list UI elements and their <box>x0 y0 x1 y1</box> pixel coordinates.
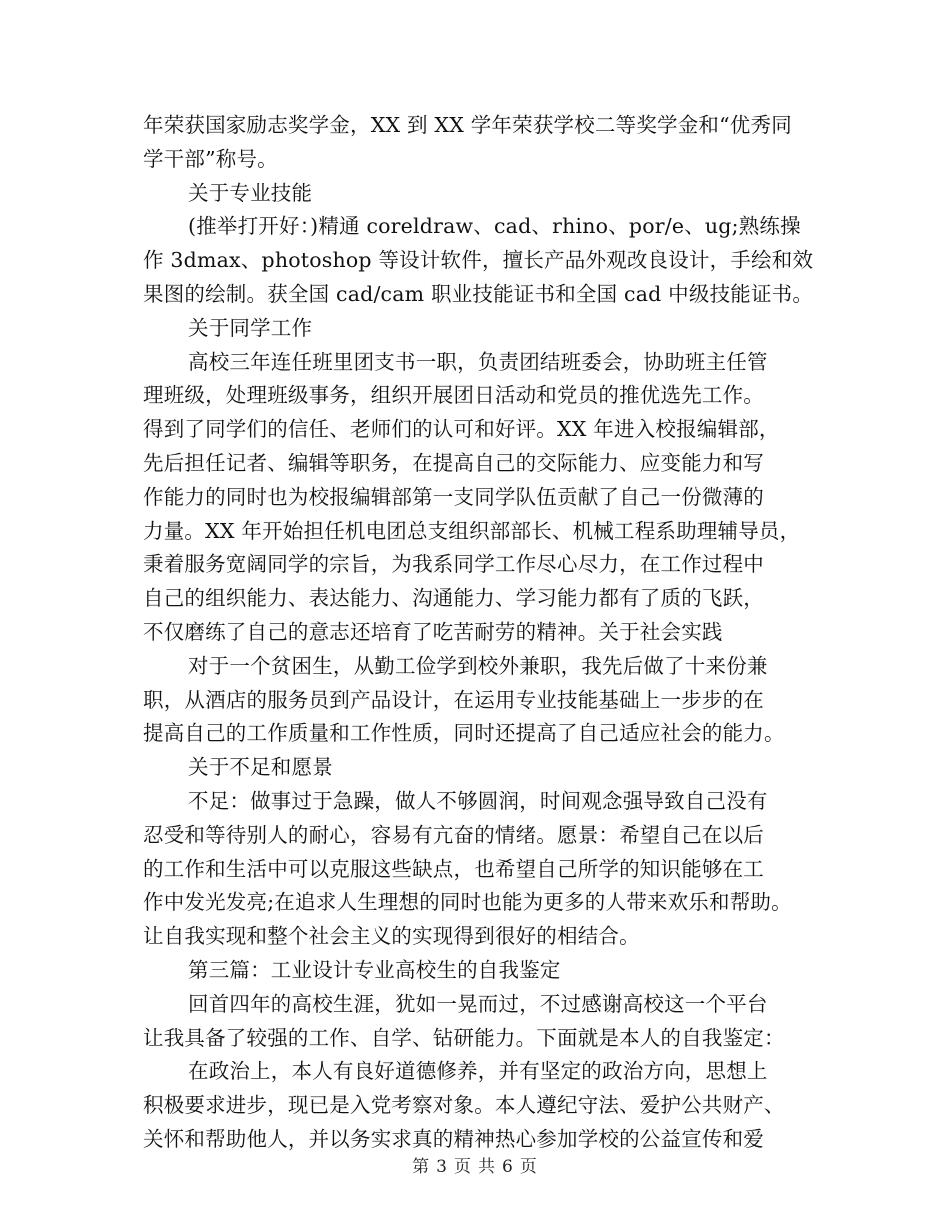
text-line: 忍受和等待别人的耐心，容易有亢奋的情绪。愿景：希望自己在以后 <box>143 822 764 847</box>
section-heading: 关于不足和愿景 <box>188 755 333 780</box>
text-line: 得到了同学们的信任、老师们的认可和好评。XX 年进入校报编辑部， <box>143 417 780 442</box>
text-line: 自己的组织能力、表达能力、沟通能力、学习能力都有了质的飞跃， <box>143 586 764 611</box>
text-line: 在政治上，本人有良好道德修养，并有坚定的政治方向，思想上 <box>188 1059 768 1084</box>
total-page-count: 6 <box>502 1157 514 1177</box>
footer-total-word: 共 <box>478 1157 496 1177</box>
text-line: 让我具备了较强的工作、自学、钻研能力。下面就是本人的自我鉴定： <box>143 1025 785 1050</box>
footer-suffix: 页 <box>519 1157 538 1177</box>
text-line: 年荣获国家励志奖学金，XX 到 XX 学年荣获学校二等奖学金和“优秀同 <box>143 113 792 137</box>
page-footer <box>0 1152 950 1177</box>
text-line: 学干部”称号。 <box>143 146 278 171</box>
text-line: 回首四年的高校生涯，犹如一晃而过，不过感谢高校这一个平台 <box>188 991 768 1016</box>
text-line: 对于一个贫困生，从勤工俭学到校外兼职，我先后做了十来份兼 <box>188 653 768 678</box>
text-line: 力量。XX 年开始担任机电团总支组织部部长、机械工程系助理辅导员， <box>143 518 801 543</box>
text-line: 作 3dmax、photoshop 等设计软件，擅长产品外观改良设计，手绘和效 <box>143 248 814 273</box>
footer-prefix: 第 <box>412 1157 431 1177</box>
text-line: 不足：做事过于急躁，做人不够圆润，时间观念强导致自己没有 <box>188 788 768 813</box>
text-line: 果图的绘制。获全国 cad/cam 职业技能证书和全国 cad 中级技能证书。 <box>143 281 814 306</box>
chapter-heading: 第三篇：工业设计专业高校生的自我鉴定 <box>188 957 561 982</box>
text-line: (推举打开好：)精通 coreldraw、cad、rhino、por/e、ug;熟练操 <box>188 214 801 239</box>
text-line: 积极要求进步，现已是入党考察对象。本人遵纪守法、爱护公共财产、 <box>143 1093 785 1118</box>
section-heading: 关于同学工作 <box>188 315 313 340</box>
section-heading: 关于专业技能 <box>188 180 313 205</box>
text-line: 秉着服务宽阔同学的宗旨，为我系同学工作尽心尽力，在工作过程中 <box>143 552 764 577</box>
text-line: 提高自己的工作质量和工作性质，同时还提高了自己适应社会的能力。 <box>143 721 785 746</box>
current-page-number: 3 <box>436 1157 448 1177</box>
text-line: 的工作和生活中可以克服这些缺点，也希望自己所学的知识能够在工 <box>143 856 764 881</box>
document-body <box>143 109 833 1157</box>
footer-page-word: 页 <box>454 1157 472 1177</box>
text-line: 作中发光发亮;在追求人生理想的同时也能为更多的人带来欢乐和帮助。 <box>143 890 792 915</box>
text-line: 不仅磨练了自己的意志还培育了吃苦耐劳的精神。关于社会实践 <box>143 619 723 644</box>
text-line: 让自我实现和整个社会主义的实现得到很好的相结合。 <box>143 924 640 949</box>
text-line: 职，从酒店的服务员到产品设计，在运用专业技能基础上一步步的在 <box>143 687 764 712</box>
text-line: 先后担任记者、编辑等职务，在提高自己的交际能力、应变能力和写 <box>143 450 764 475</box>
text-line: 作能力的同时也为校报编辑部第一支同学队伍贡献了自己一份微薄的 <box>143 484 764 509</box>
text-line: 理班级，处理班级事务，组织开展团日活动和党员的推优选先工作。 <box>143 383 764 408</box>
text-line: 高校三年连任班里团支书一职，负责团结班委会，协助班主任管 <box>188 349 768 374</box>
text-line: 关怀和帮助他人，并以务实求真的精神热心参加学校的公益宣传和爱 <box>143 1126 764 1151</box>
